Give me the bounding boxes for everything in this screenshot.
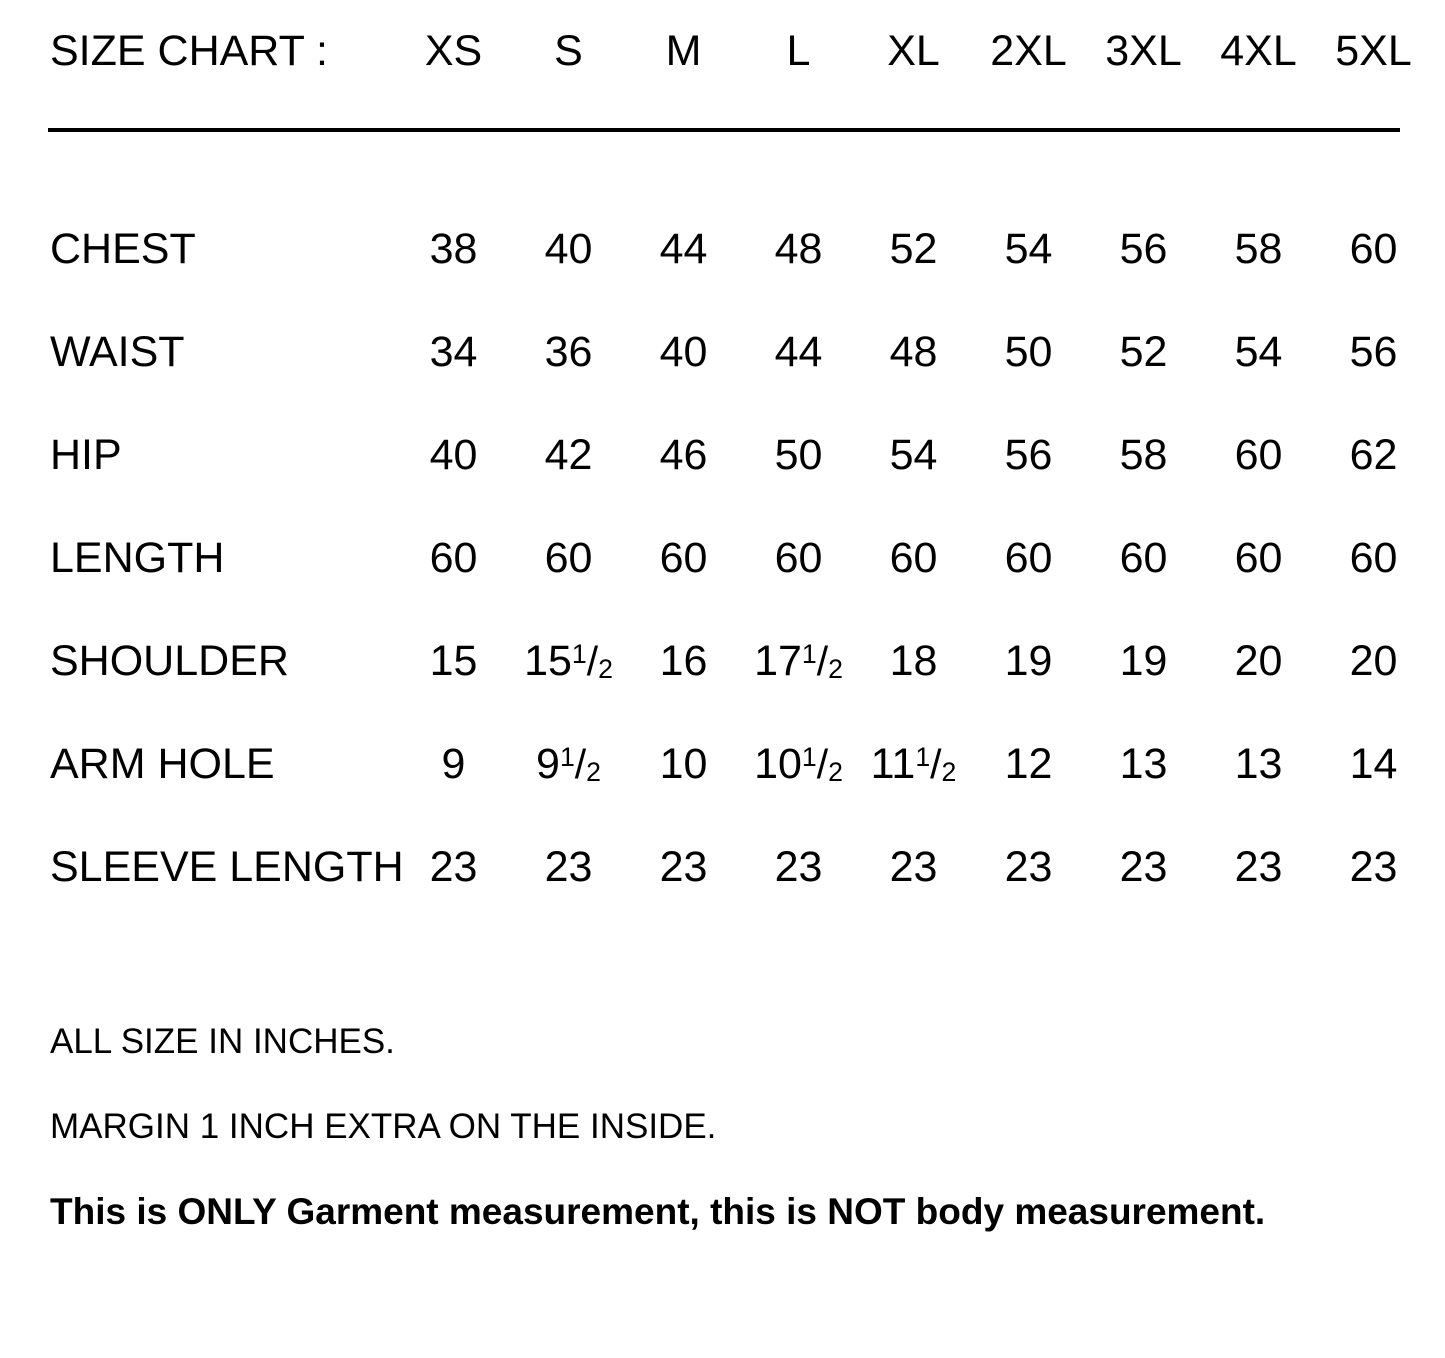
measurement-cell: 12 [1004,740,1053,788]
row-label: HIP [50,431,122,479]
column-header-size: 3XL [1105,27,1182,75]
measurement-cell: 40 [659,328,708,376]
measurement-cell: 60 [774,534,823,582]
measurement-cell [856,740,971,846]
measurement-cell: 50 [774,431,823,479]
measurement-cell: 23 [889,843,938,891]
measurement-cell: 36 [544,328,593,376]
measurement-cell: 58 [1119,431,1168,479]
table-row [48,743,1431,846]
note-line: ALL SIZE IN INCHES. [50,1022,395,1061]
row-label: CHEST [50,225,196,273]
measurement-cell [511,637,626,743]
spacer-cell [48,132,1431,228]
measurement-cell: 54 [1004,225,1053,273]
measurement-cell: 60 [1349,225,1398,273]
measurement-cell: 19 [1004,637,1053,685]
size-chart-title: SIZE CHART : [50,27,328,75]
measurement-cell: 23 [659,843,708,891]
measurement-cell: 46 [659,431,708,479]
table-row [48,434,1431,537]
measurement-cell: 60 [1234,431,1283,479]
header-row [48,30,1431,122]
measurement-cell: 23 [1119,843,1168,891]
measurement-cell: 60 [1349,534,1398,582]
table-row [48,846,1431,949]
measurement-cell: 23 [1004,843,1053,891]
table-row [48,537,1431,640]
table-row [48,640,1431,743]
measurement-cell: 20 [1234,637,1283,685]
column-header-size: S [554,27,583,75]
measurement-cell: 23 [429,843,478,891]
header-divider-row [48,122,1431,132]
measurement-cell: 23 [544,843,593,891]
measurement-cell [741,740,856,846]
measurement-cell [741,637,856,743]
measurement-cell: 38 [429,225,478,273]
measurement-cell: 60 [429,534,478,582]
measurement-cell: 13 [1234,740,1283,788]
measurement-cell: 54 [889,431,938,479]
fraction-value: $17^1/_2$ [754,637,843,685]
row-label: SLEEVE LENGTH [50,843,404,891]
measurement-cell: 10 [659,740,708,788]
spacer-row [48,132,1431,228]
measurement-cell: 42 [544,431,593,479]
column-header-size: 4XL [1220,27,1297,75]
measurement-cell: 60 [544,534,593,582]
row-label: SHOULDER [50,637,289,685]
column-header-size: 2XL [990,27,1067,75]
measurement-cell: 18 [889,637,938,685]
measurement-cell: 60 [659,534,708,582]
fraction-value: $10^1/_2$ [754,740,843,788]
measurement-cell [511,740,626,846]
measurement-cell: 40 [544,225,593,273]
measurement-cell: 23 [1234,843,1283,891]
row-label: ARM HOLE [50,740,275,788]
measurement-cell: 9 [441,740,466,788]
measurement-cell: 48 [889,328,938,376]
measurement-cell: 58 [1234,225,1283,273]
measurement-cell: 44 [774,328,823,376]
notes-block [48,1023,1405,1233]
measurement-cell: 60 [889,534,938,582]
table-rule-section [48,122,1431,228]
column-header-size: 5XL [1335,27,1412,75]
measurement-cell: 62 [1349,431,1398,479]
measurement-cell: 60 [1234,534,1283,582]
measurement-cell: 13 [1119,740,1168,788]
measurement-cell: 54 [1234,328,1283,376]
measurement-cell: 52 [889,225,938,273]
measurement-cell: 52 [1119,328,1168,376]
measurement-cell: 19 [1119,637,1168,685]
fraction-value: $9^1/_2$ [536,740,601,788]
measurement-cell: 14 [1349,740,1398,788]
measurement-cell: 56 [1004,431,1053,479]
fraction-value: $11^1/_2$ [870,740,957,788]
measurement-cell: 15 [429,637,478,685]
measurement-cell: 56 [1119,225,1168,273]
note-line: MARGIN 1 INCH EXTRA ON THE INSIDE. [50,1106,717,1146]
measurement-cell: 56 [1349,328,1398,376]
fraction-value: $15^1/_2$ [524,637,613,685]
table-body [48,225,1431,949]
row-label: LENGTH [50,534,225,582]
measurement-cell: 40 [429,431,478,479]
note-line: This is ONLY Garment measurement, this is NOT body measurement. [50,1191,1266,1232]
measurement-cell: 60 [1119,534,1168,582]
header-divider-cell [48,122,1431,132]
measurement-cell: 23 [1349,843,1398,891]
measurement-cell: 34 [429,328,478,376]
measurement-cell: 23 [774,843,823,891]
column-header-size: XL [887,27,940,75]
table-header [48,27,1431,122]
column-header-size: L [786,27,811,75]
measurement-cell: 60 [1004,534,1053,582]
measurement-cell: 16 [659,637,708,685]
measurement-cell: 50 [1004,328,1053,376]
table-row [48,331,1431,434]
row-label: WAIST [50,328,185,376]
column-header-size: M [665,27,702,75]
measurement-cell: 44 [659,225,708,273]
size-chart-table [48,27,1431,949]
column-header-size: XS [424,27,483,75]
table-row [48,228,1431,331]
measurement-cell: 48 [774,225,823,273]
measurement-cell: 20 [1349,637,1398,685]
